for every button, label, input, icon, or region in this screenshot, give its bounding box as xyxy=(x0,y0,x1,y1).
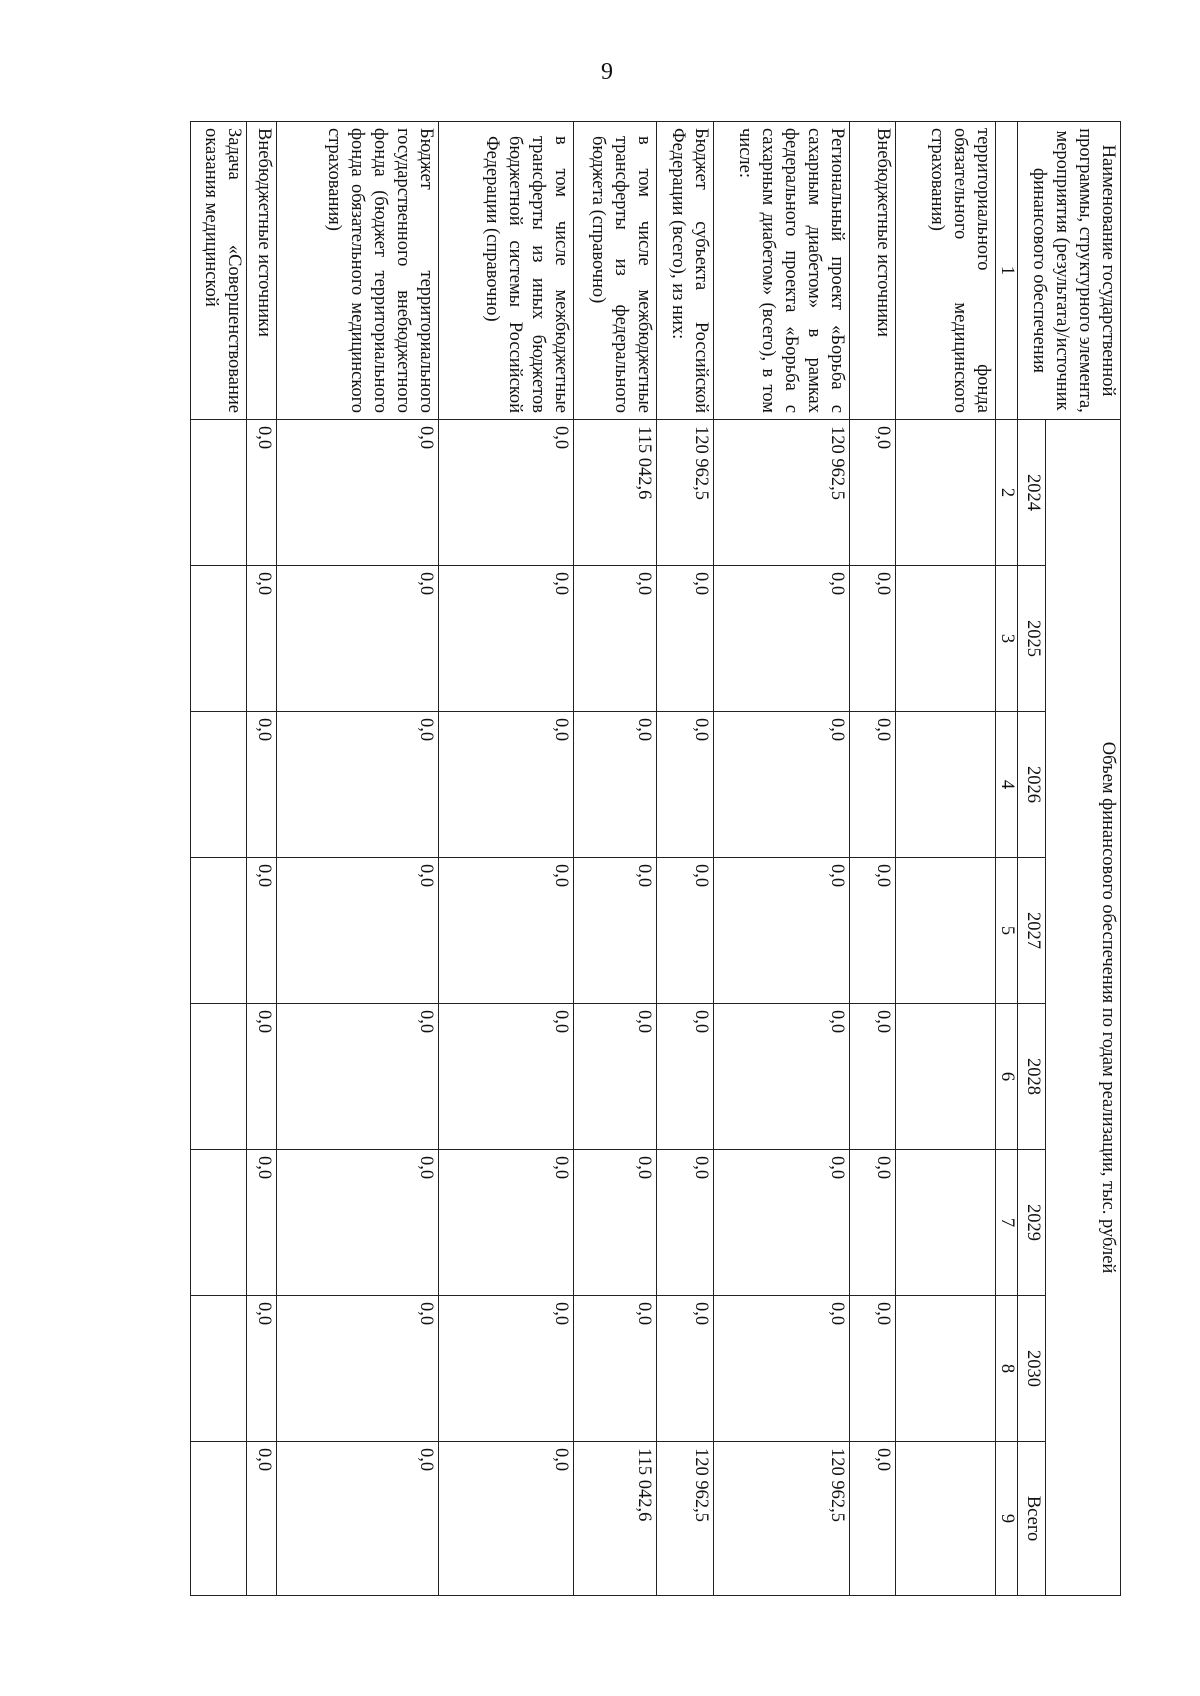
row-name: Региональный проект «Борьба с сахарным диабетом» в рамках федерального проекта «Борьба с сахарным диабетом» (всего), в том числе: xyxy=(714,122,850,420)
row-value: 0,0 xyxy=(247,566,277,712)
row-value: 0,0 xyxy=(277,1004,439,1150)
row-value xyxy=(191,1442,247,1596)
row-value xyxy=(895,1442,995,1596)
row-name: в том числе межбюджетные трансферты из иных бюджетов бюджетной системы Российской Федерации (справочно) xyxy=(439,122,574,420)
table-row xyxy=(277,122,439,1596)
row-value: 0,0 xyxy=(656,712,714,858)
financing-table xyxy=(190,121,1121,1596)
year-header: 2029 xyxy=(1018,1150,1046,1296)
year-header: 2027 xyxy=(1018,858,1046,1004)
row-value: 0,0 xyxy=(714,1150,850,1296)
year-header: 2028 xyxy=(1018,1004,1046,1150)
column-number: 6 xyxy=(996,1004,1018,1150)
row-value: 115 042,6 xyxy=(573,1442,656,1596)
row-value: 120 962,5 xyxy=(714,420,850,566)
row-value: 120 962,5 xyxy=(656,420,714,566)
row-value: 0,0 xyxy=(656,1296,714,1442)
row-value xyxy=(895,712,995,858)
row-value: 0,0 xyxy=(849,712,895,858)
row-value xyxy=(895,858,995,1004)
row-name: Задача «Совершенствование оказания медицинской xyxy=(191,122,247,420)
row-value xyxy=(191,858,247,1004)
row-name: Внебюджетные источники xyxy=(247,122,277,420)
row-value: 0,0 xyxy=(714,1004,850,1150)
row-value xyxy=(191,420,247,566)
row-value xyxy=(191,566,247,712)
row-value: 0,0 xyxy=(656,566,714,712)
row-name: территориального фонда обязательного медицинского страхования) xyxy=(895,122,995,420)
row-value: 0,0 xyxy=(439,1442,574,1596)
row-value: 0,0 xyxy=(573,1150,656,1296)
row-value: 0,0 xyxy=(714,858,850,1004)
table-row xyxy=(714,122,850,1596)
column-number: 1 xyxy=(996,122,1018,420)
row-value: 0,0 xyxy=(247,858,277,1004)
row-value: 0,0 xyxy=(247,1442,277,1596)
row-name: в том числе межбюджетные трансферты из федерального бюджета (справочно) xyxy=(573,122,656,420)
row-name: Внебюджетные источники xyxy=(849,122,895,420)
row-value: 0,0 xyxy=(247,1004,277,1150)
row-value: 0,0 xyxy=(439,566,574,712)
row-value: 0,0 xyxy=(573,858,656,1004)
row-value: 0,0 xyxy=(849,1296,895,1442)
row-value: 0,0 xyxy=(849,858,895,1004)
column-numbers-row xyxy=(996,122,1018,1596)
column-number: 5 xyxy=(996,858,1018,1004)
row-value: 0,0 xyxy=(277,858,439,1004)
year-header: 2025 xyxy=(1018,566,1046,712)
table-row xyxy=(439,122,574,1596)
table-row xyxy=(849,122,895,1596)
row-value: 0,0 xyxy=(247,1296,277,1442)
column-number: 4 xyxy=(996,712,1018,858)
row-value: 0,0 xyxy=(849,1150,895,1296)
row-value xyxy=(895,566,995,712)
row-value: 0,0 xyxy=(573,712,656,858)
rotated-table-container xyxy=(190,121,1121,1549)
row-value: 0,0 xyxy=(277,712,439,858)
row-value xyxy=(191,1004,247,1150)
row-value: 0,0 xyxy=(439,712,574,858)
row-value xyxy=(191,712,247,858)
row-value xyxy=(191,1296,247,1442)
row-value: 0,0 xyxy=(656,1150,714,1296)
row-value: 0,0 xyxy=(656,1004,714,1150)
row-value: 0,0 xyxy=(247,712,277,858)
row-value: 0,0 xyxy=(573,1296,656,1442)
header-row-top xyxy=(1046,122,1121,1596)
table-row xyxy=(656,122,714,1596)
table-row xyxy=(895,122,995,1596)
column-number: 2 xyxy=(996,420,1018,566)
row-value: 0,0 xyxy=(439,1150,574,1296)
volume-header: Объем финансового обеспечения по годам реализации, тыс. рублей xyxy=(1046,420,1121,1596)
row-value: 0,0 xyxy=(277,1442,439,1596)
column-number: 8 xyxy=(996,1296,1018,1442)
column-number: 9 xyxy=(996,1442,1018,1596)
row-value: 0,0 xyxy=(439,858,574,1004)
year-header: 2024 xyxy=(1018,420,1046,566)
row-value xyxy=(895,1150,995,1296)
row-name: Бюджет территориального государственного внебюджетного фонда (бюджет территориального фонда обязательного медицинского страхования) xyxy=(277,122,439,420)
total-header: Всего xyxy=(1018,1442,1046,1596)
row-value: 0,0 xyxy=(277,1150,439,1296)
table-row xyxy=(573,122,656,1596)
row-value: 0,0 xyxy=(439,420,574,566)
name-column-header: Наименование государственной программы, структурного элемента, мероприятия (результата)/источник финансового обеспечения xyxy=(1018,122,1121,420)
row-value: 0,0 xyxy=(573,566,656,712)
row-value: 0,0 xyxy=(247,1150,277,1296)
row-value: 0,0 xyxy=(849,1004,895,1150)
row-value: 0,0 xyxy=(277,420,439,566)
row-value: 0,0 xyxy=(277,1296,439,1442)
row-value: 120 962,5 xyxy=(656,1442,714,1596)
row-value: 0,0 xyxy=(714,566,850,712)
row-value xyxy=(895,1296,995,1442)
row-value: 0,0 xyxy=(277,566,439,712)
row-value: 0,0 xyxy=(849,1442,895,1596)
column-number: 3 xyxy=(996,566,1018,712)
row-value: 0,0 xyxy=(656,858,714,1004)
row-value: 0,0 xyxy=(439,1004,574,1150)
row-value xyxy=(895,420,995,566)
row-name: Бюджет субъекта Российской Федерации (всего), из них: xyxy=(656,122,714,420)
year-header: 2030 xyxy=(1018,1296,1046,1442)
row-value: 0,0 xyxy=(849,420,895,566)
row-value: 0,0 xyxy=(439,1296,574,1442)
row-value: 120 962,5 xyxy=(714,1442,850,1596)
row-value: 115 042,6 xyxy=(573,420,656,566)
row-value xyxy=(191,1150,247,1296)
row-value: 0,0 xyxy=(714,1296,850,1442)
column-number: 7 xyxy=(996,1150,1018,1296)
row-value: 0,0 xyxy=(849,566,895,712)
row-value: 0,0 xyxy=(247,420,277,566)
page-number: 9 xyxy=(601,59,613,85)
row-value: 0,0 xyxy=(573,1004,656,1150)
year-header: 2026 xyxy=(1018,712,1046,858)
table-row xyxy=(247,122,277,1596)
table-row xyxy=(191,122,247,1596)
row-value xyxy=(895,1004,995,1150)
row-value: 0,0 xyxy=(714,712,850,858)
